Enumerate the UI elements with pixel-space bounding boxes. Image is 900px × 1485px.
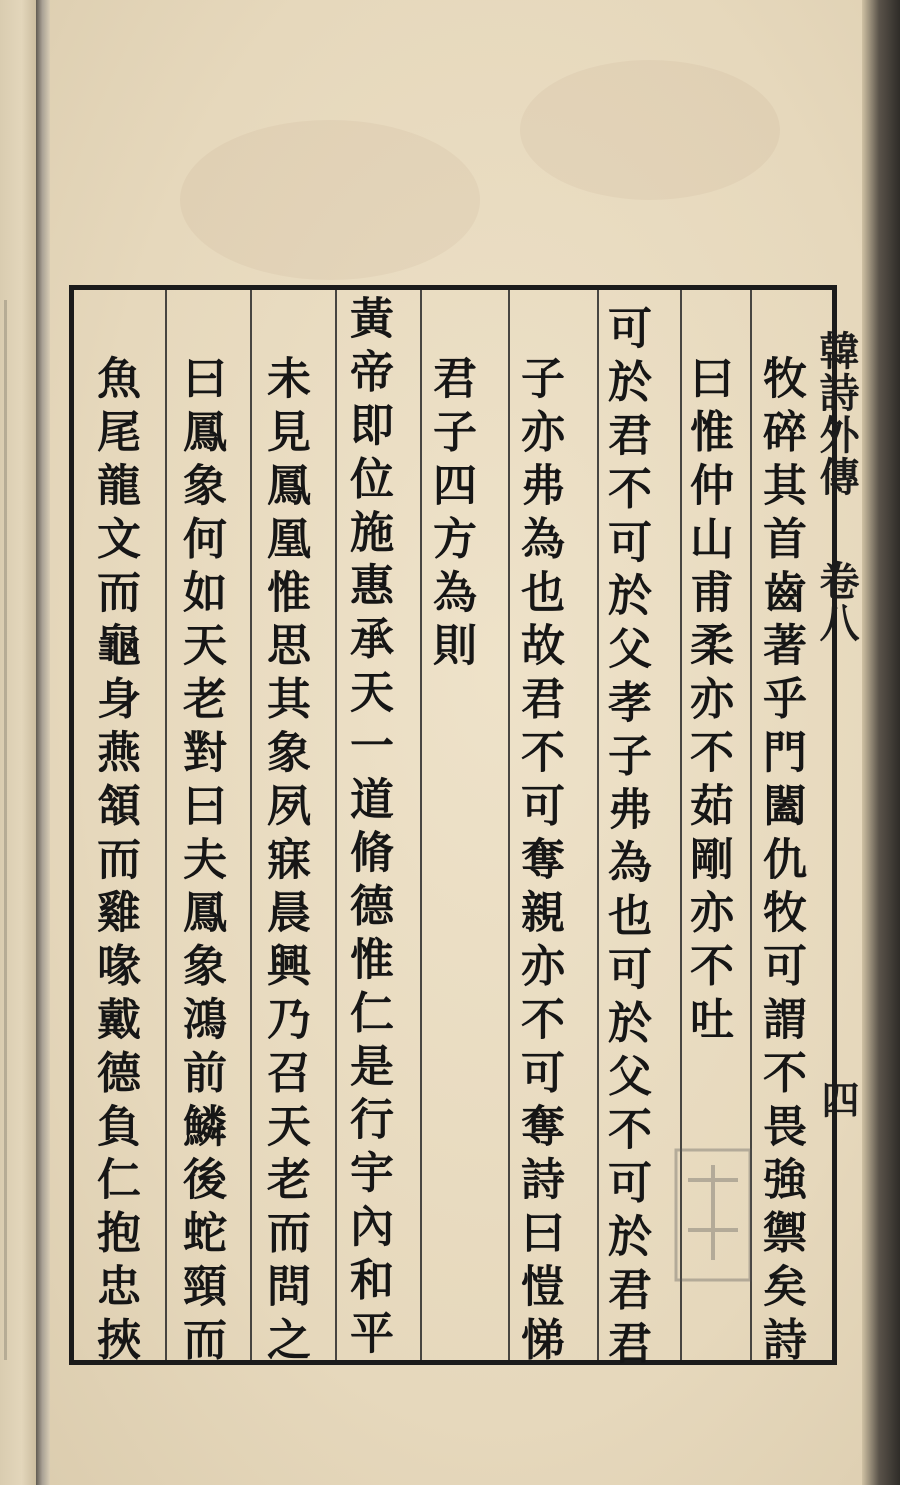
text-column-9: 魚尾龍文而龜身燕頷而雞喙戴德負仁抱忠挾	[89, 355, 140, 1370]
text-column-1: 牧碎其首齒著乎門闔仇牧可謂不畏強禦矣詩	[755, 355, 806, 1370]
seal-stamp-icon	[668, 1140, 758, 1290]
text-column-3: 可於君不可於父孝子弗為也可於父不可於君君	[600, 305, 651, 1373]
column-rule	[165, 290, 167, 1360]
text-column-5: 君子四方為則	[425, 355, 476, 676]
column-rule	[420, 290, 422, 1360]
column-rule	[250, 290, 252, 1360]
text-column-7: 未見鳳凰惟思其象夙寐晨興乃召天老而問之	[259, 355, 310, 1370]
text-column-2: 曰惟仲山甫柔亦不茹剛亦不吐	[682, 355, 733, 1050]
column-rule	[335, 290, 337, 1360]
column-rule	[508, 290, 510, 1360]
paper-stain	[180, 120, 480, 280]
title-slot: 韓詩外傳	[813, 330, 860, 498]
juan-slot: 卷八	[813, 560, 860, 644]
page-right-edge	[862, 0, 900, 1485]
page-number: 四	[815, 1080, 860, 1118]
text-column-6: 黃帝即位施惠承天一道脩德惟仁是行宇內和平	[342, 295, 393, 1363]
column-rule	[597, 290, 599, 1360]
facing-page-bleed	[4, 300, 35, 1360]
paper-stain	[520, 60, 780, 200]
text-column-4: 子亦弗為也故君不可奪親亦不可奪詩曰愷悌	[513, 355, 564, 1370]
facing-page-edge	[0, 0, 36, 1485]
text-column-8: 曰鳳象何如天老對曰夫鳳象鴻前鱗後蛇頸而	[175, 355, 226, 1370]
book-gutter	[36, 0, 50, 1485]
